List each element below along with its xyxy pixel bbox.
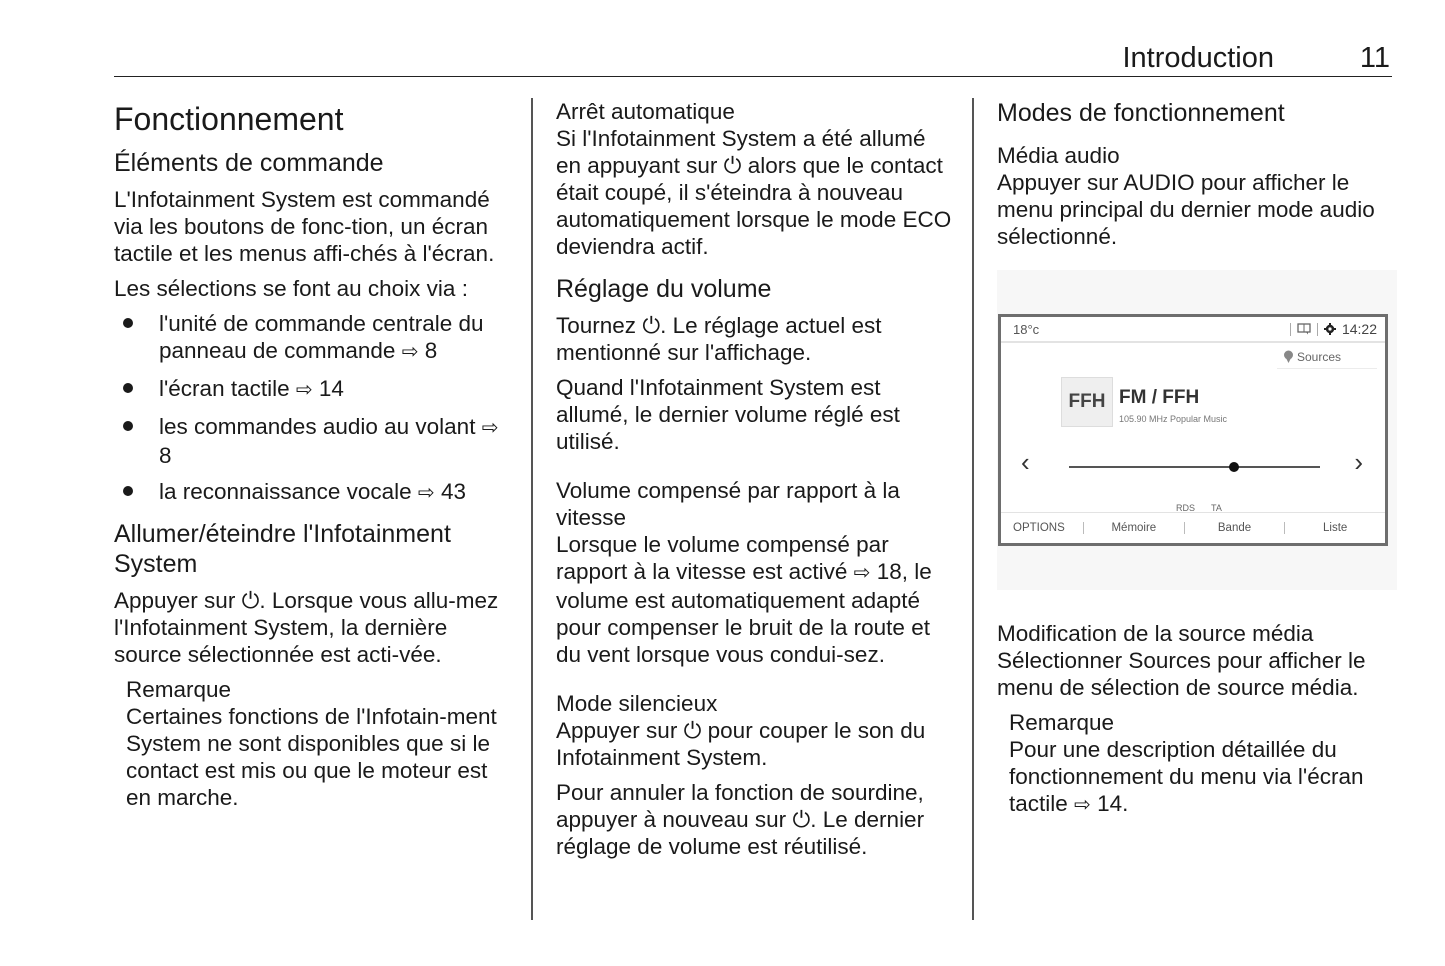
subheading-mute: Mode silencieux — [556, 691, 718, 716]
ref-arrow-icon: ⇨ — [417, 482, 435, 504]
page-number: 11 — [1359, 42, 1390, 74]
page-title: Fonctionnement — [114, 101, 344, 137]
page-header — [114, 40, 1392, 77]
list-item: l'écran tactile ⇨ 14 — [114, 375, 514, 404]
list-item: la reconnaissance vocale ⇨ 43 — [114, 478, 514, 507]
column-3 — [997, 98, 1397, 827]
page-ref-link[interactable]: 18 — [876, 559, 902, 584]
subheading-change-source: Modification de la source média — [997, 621, 1314, 646]
bullet-icon — [123, 486, 133, 496]
station-logo: FFH — [1061, 377, 1113, 427]
tuning-slider[interactable] — [1069, 466, 1320, 468]
chevron-right-icon[interactable]: › — [1354, 447, 1363, 477]
note-text: Certaines fonctions de l'Infotain-ment System ne sont disponibles que si le contact est mis ou que le moteur est en marche. — [126, 704, 497, 810]
ref-arrow-icon: ⇨ — [295, 379, 313, 401]
mute-paragraph-1: Appuyer sur ⏻ pour couper le son du Infotainment System. — [556, 718, 926, 770]
column-2 — [556, 98, 956, 868]
note-block — [126, 676, 514, 811]
volume-paragraph-2: Quand l'Infotainment System est allumé, le dernier volume réglé est utilisé. — [556, 375, 900, 454]
change-source-paragraph: Sélectionner Sources pour afficher le menu de sélection de source média. — [997, 648, 1366, 700]
page-ref-link[interactable]: 8 — [159, 443, 172, 468]
page-ref-link[interactable]: 14 — [1097, 791, 1123, 816]
ta-flag: TA — [1211, 503, 1222, 513]
section-title: Introduction — [1122, 42, 1274, 74]
note-title: Remarque — [126, 677, 232, 702]
ref-arrow-icon: ⇨ — [1074, 794, 1091, 816]
volume-paragraph-1: Tournez ⏻. Le réglage actuel est mentionné sur l'affichage. — [556, 313, 882, 365]
column-divider — [531, 98, 533, 920]
subheading-speed-comp: Volume compensé par rapport à la vitesse — [556, 478, 900, 530]
section-heading-modes: Modes de fonctionnement — [997, 99, 1285, 127]
power-icon: ⏻ — [723, 153, 742, 178]
station-name: FM / FFH — [1119, 387, 1200, 408]
rds-flag: RDS — [1176, 503, 1196, 513]
liste-button[interactable]: Liste — [1323, 522, 1348, 534]
section-heading-power: Allumer/éteindre l'Infotainment System — [114, 520, 451, 578]
list-item: les commandes audio au volant ⇨ 8 — [114, 413, 514, 469]
clock: 14:22 — [1341, 321, 1377, 337]
station-frequency: 105.90 MHz Popular Music — [1119, 414, 1228, 424]
options-button[interactable]: OPTIONS — [1013, 522, 1065, 534]
list-item: l'unité de commande centrale du panneau de commande ⇨ 8 — [114, 310, 514, 366]
screen-bottom-bar — [1001, 512, 1385, 543]
infotainment-screen — [998, 314, 1388, 546]
speed-comp-paragraph: Lorsque le volume compensé par rapport à la vitesse est activé ⇨ 18, le volume est automatiquement adapté pour compenser le bruit de la route et du vent lorsque vous condui-sez. — [556, 532, 932, 667]
page-ref-link[interactable]: 14 — [318, 376, 344, 401]
chevron-left-icon[interactable]: ‹ — [1021, 447, 1030, 477]
note-text: Pour une description détaillée du fonctionnement du menu via l'écran tactile ⇨ 14. — [1009, 737, 1364, 816]
selection-list — [114, 310, 514, 507]
subheading-auto-off: Arrêt automatique — [556, 99, 735, 124]
temperature: 18°c — [1013, 322, 1040, 337]
page-ref-link[interactable]: 8 — [424, 338, 438, 363]
controls-paragraph: L'Infotainment System est commandé via les boutons de fonc-tion, un écran tactile et les menus affi-chés à l'écran. — [114, 187, 495, 266]
note-title: Remarque — [1009, 710, 1115, 735]
column-divider — [972, 98, 974, 920]
slider-handle[interactable] — [1229, 462, 1239, 472]
power-icon: ⏻ — [683, 718, 702, 743]
message-icon[interactable] — [1297, 323, 1311, 335]
subheading-media: Média audio — [997, 143, 1120, 168]
bande-button[interactable]: Bande — [1217, 522, 1252, 534]
ref-arrow-icon: ⇨ — [853, 562, 871, 584]
bullet-icon — [123, 421, 133, 431]
page-ref-link[interactable]: 43 — [440, 479, 466, 504]
section-heading-volume: Réglage du volume — [556, 275, 772, 303]
power-icon: ⏻ — [792, 807, 811, 832]
media-paragraph: Appuyer sur AUDIO pour afficher le menu principal du dernier mode audio sélectionné. — [997, 170, 1375, 249]
section-heading-controls: Éléments de commande — [114, 149, 384, 177]
ref-arrow-icon: ⇨ — [401, 341, 419, 363]
sources-button[interactable]: Sources — [1277, 347, 1377, 369]
note-block — [1009, 709, 1397, 819]
bullet-icon — [123, 383, 133, 393]
mute-paragraph-2: Pour annuler la fonction de sourdine, appuyer à nouveau sur ⏻. Le dernier réglage de volume est réutilisé. — [556, 780, 925, 859]
ref-arrow-icon: ⇨ — [481, 417, 499, 439]
screen-status-bar — [1001, 317, 1385, 343]
gear-icon[interactable] — [1324, 323, 1336, 335]
infotainment-screen-figure — [997, 270, 1397, 590]
sources-icon — [1283, 350, 1294, 363]
auto-off-paragraph: Si l'Infotainment System a été allumé en appuyant sur ⏻ alors que le contact était coupé, il s'éteindra à nouveau automatiquement lorsque le mode ECO deviendra actif. — [556, 126, 952, 259]
power-icon: ⏻ — [642, 313, 661, 338]
selection-intro: Les sélections se font au choix via : — [114, 276, 468, 301]
memoire-button[interactable]: Mémoire — [1111, 522, 1157, 534]
power-paragraph: Appuyer sur ⏻. Lorsque vous allu-mez l'Infotainment System, la dernière source sélectionnée est acti-vée. — [114, 588, 499, 667]
bullet-icon — [123, 318, 133, 328]
column-1 — [114, 98, 514, 819]
power-icon: ⏻ — [241, 588, 260, 613]
